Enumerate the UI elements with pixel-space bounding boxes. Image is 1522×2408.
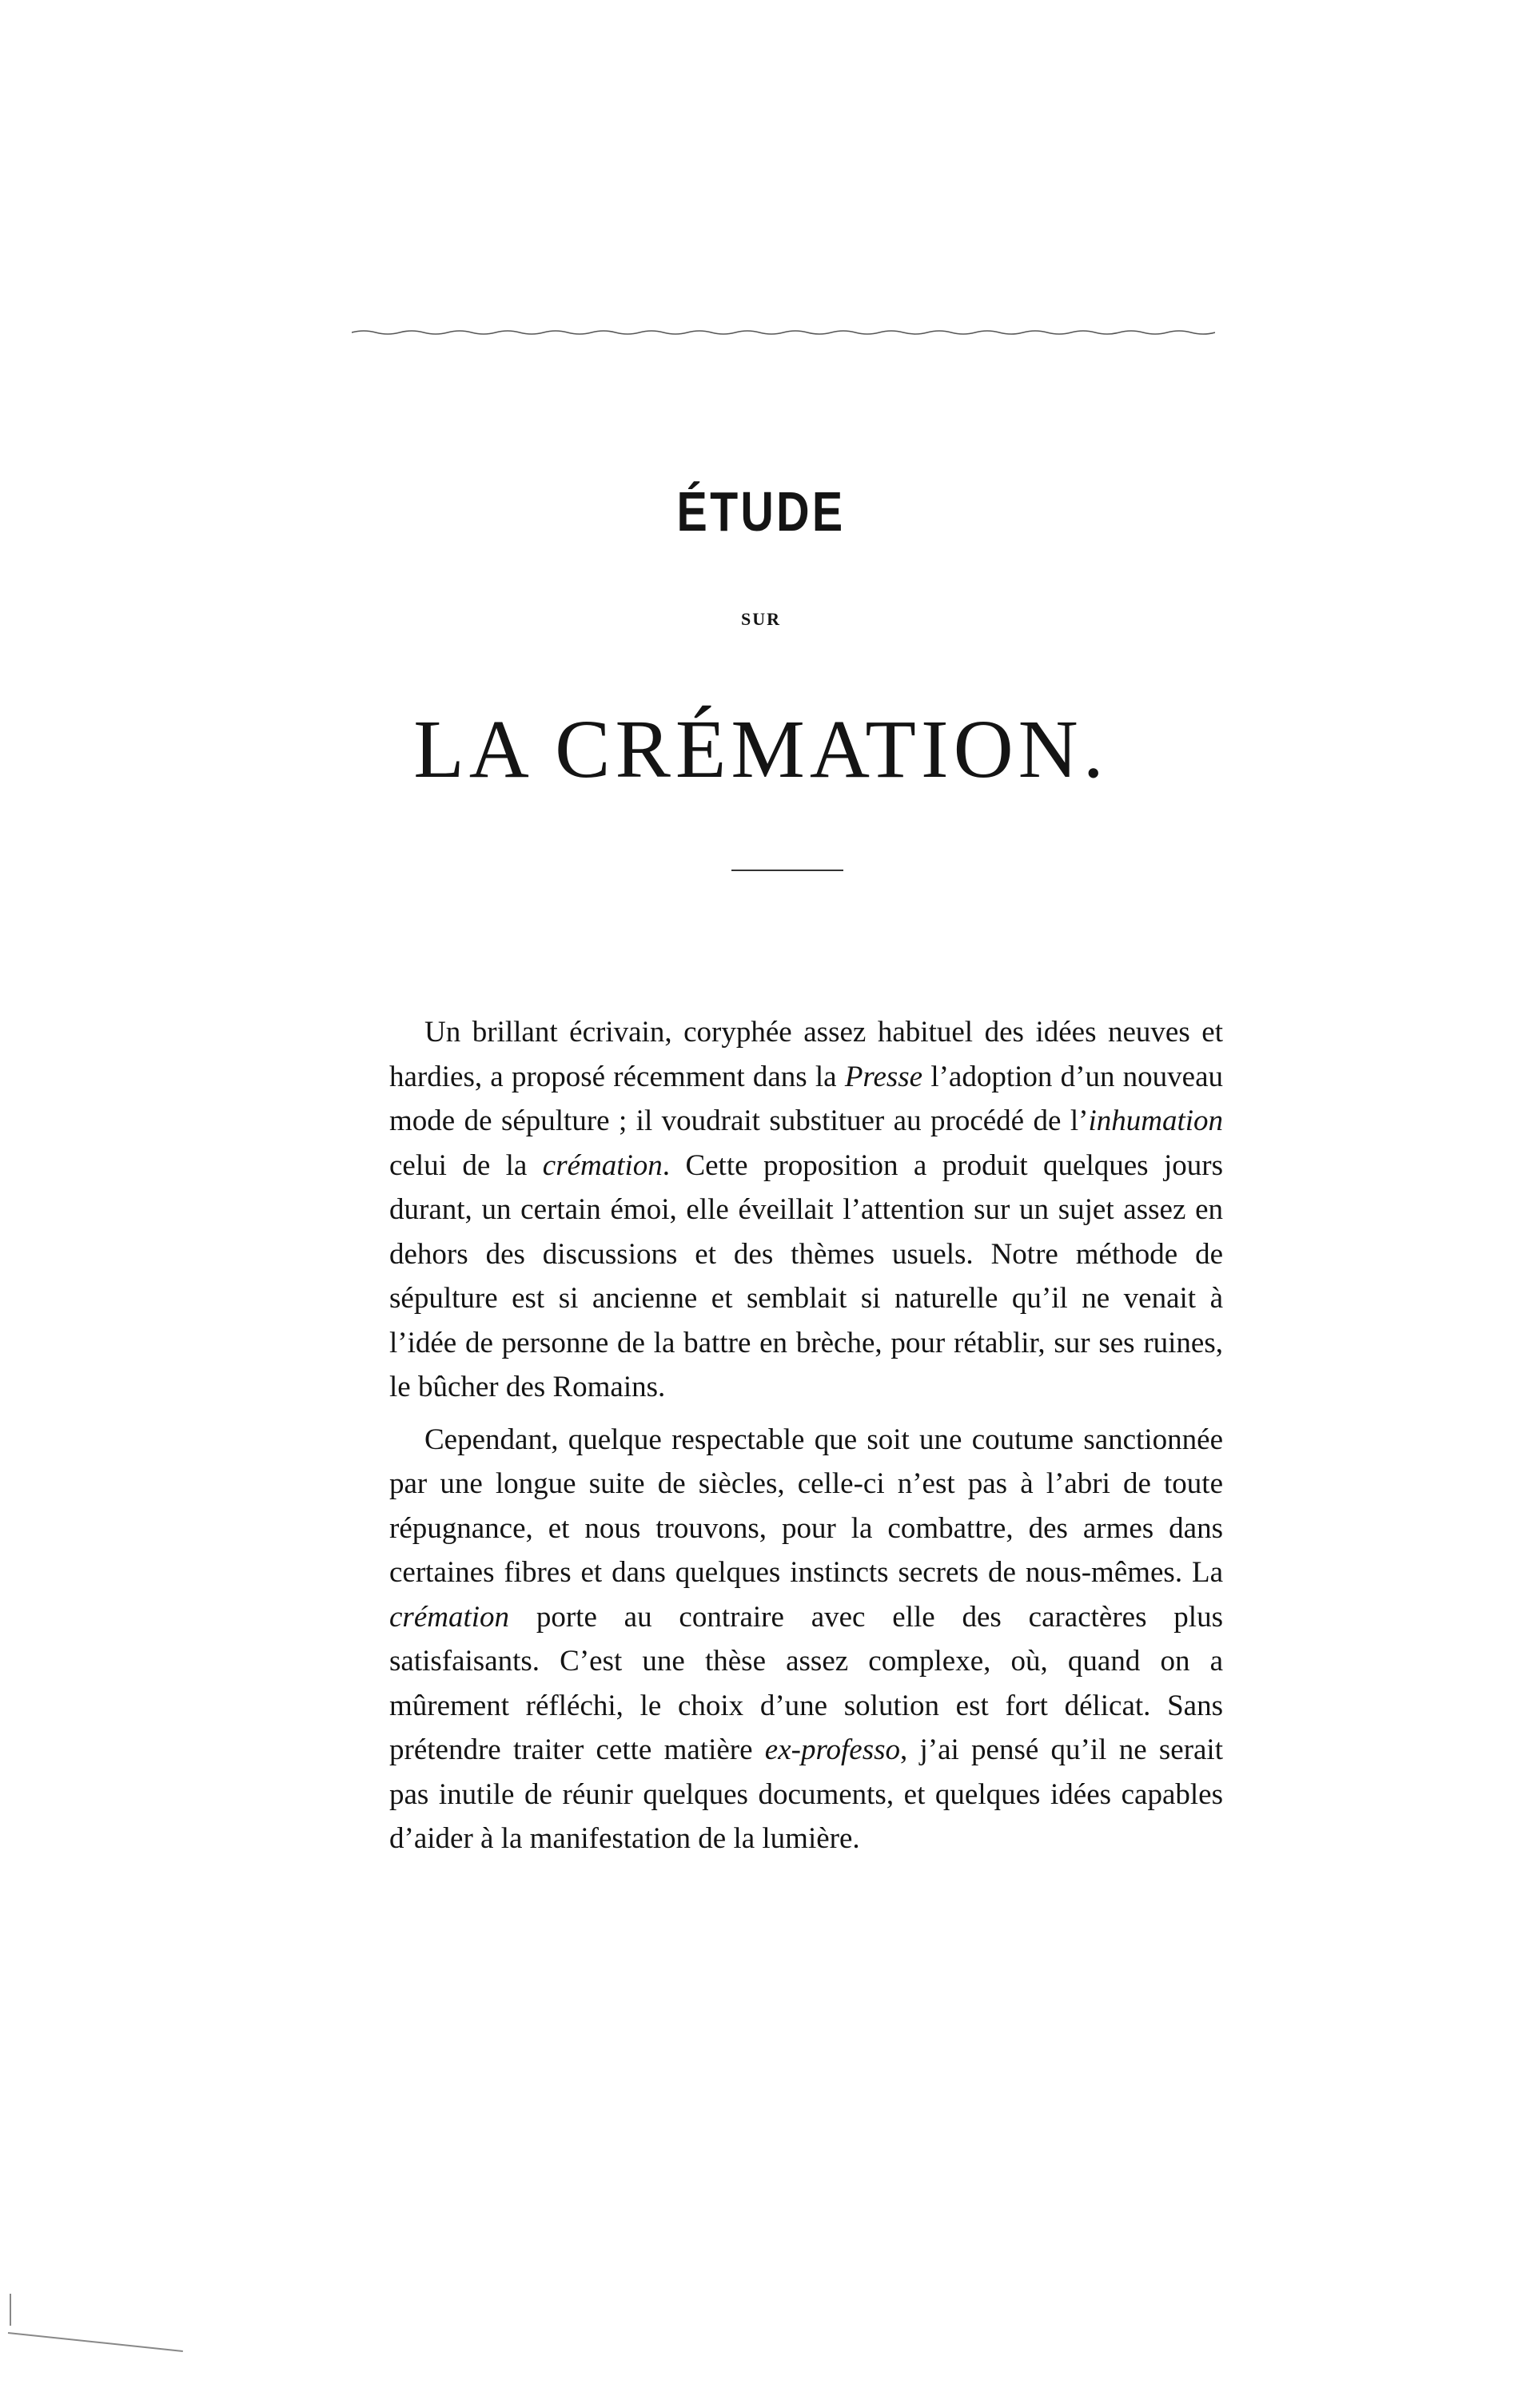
ornamental-rule [352, 328, 1215, 336]
italic-term: crémation [542, 1148, 663, 1182]
paragraph [389, 1010, 1223, 1410]
margin-mark [8, 2332, 183, 2352]
section-rule [731, 870, 843, 871]
body-text [389, 1010, 1223, 1861]
italic-term: inhumation [1088, 1104, 1223, 1137]
italic-term: crémation [389, 1600, 510, 1634]
margin-mark [10, 2294, 11, 2326]
title-subject: LA CRÉMATION. [413, 703, 1109, 795]
text-run: Un brillant écrivain, coryphée assez habituel des idées neuves et hardies, a proposé récemment dans la [389, 1016, 1223, 1093]
italic-term: ex-professo [764, 1733, 900, 1766]
title-connector: SUR [740, 609, 781, 629]
text-run: Cependant, quelque respectable que soit une coutume sanctionnée par une longue suite de siècles, celle-ci n’est pas à l’abri de toute répugnance, et nous trouvons, pour la combattre, des armes dans certaines fibres et dans quelques instincts secrets de nous-mêmes. La [389, 1423, 1223, 1589]
text-run: l’adoption d’un nouveau mode de sépulture ; il voudrait substituer au procédé de l’ [389, 1060, 1223, 1137]
text-run: , j’ai pensé qu’il ne serait pas inutile de réunir quelques documents, et quelques idées capables d’aider à la manifestation de la lumière. [389, 1733, 1223, 1855]
title-main: ÉTUDE [676, 480, 846, 543]
text-run: . Cette proposition a produit quelques jours durant, un certain émoi, elle éveillait l’attention sur un sujet assez en dehors des discussions et des thèmes usuels. Notre méthode de sépulture est si ancienne et semblait si naturelle qu’il ne venait à l’idée de personne de la battre en brèche, pour rétablir, sur ses ruines, le bûcher des Romains. [389, 1148, 1223, 1403]
text-run: porte au contraire avec elle des caractères plus satisfaisants. C’est une thèse assez complexe, où, quand on a mûrement réfléchi, le choix d’une solution est fort délicat. Sans prétendre traiter cette matière [389, 1600, 1223, 1766]
text-run: celui de la [389, 1148, 543, 1182]
italic-term: Presse [844, 1060, 923, 1093]
paragraph [389, 1418, 1223, 1861]
